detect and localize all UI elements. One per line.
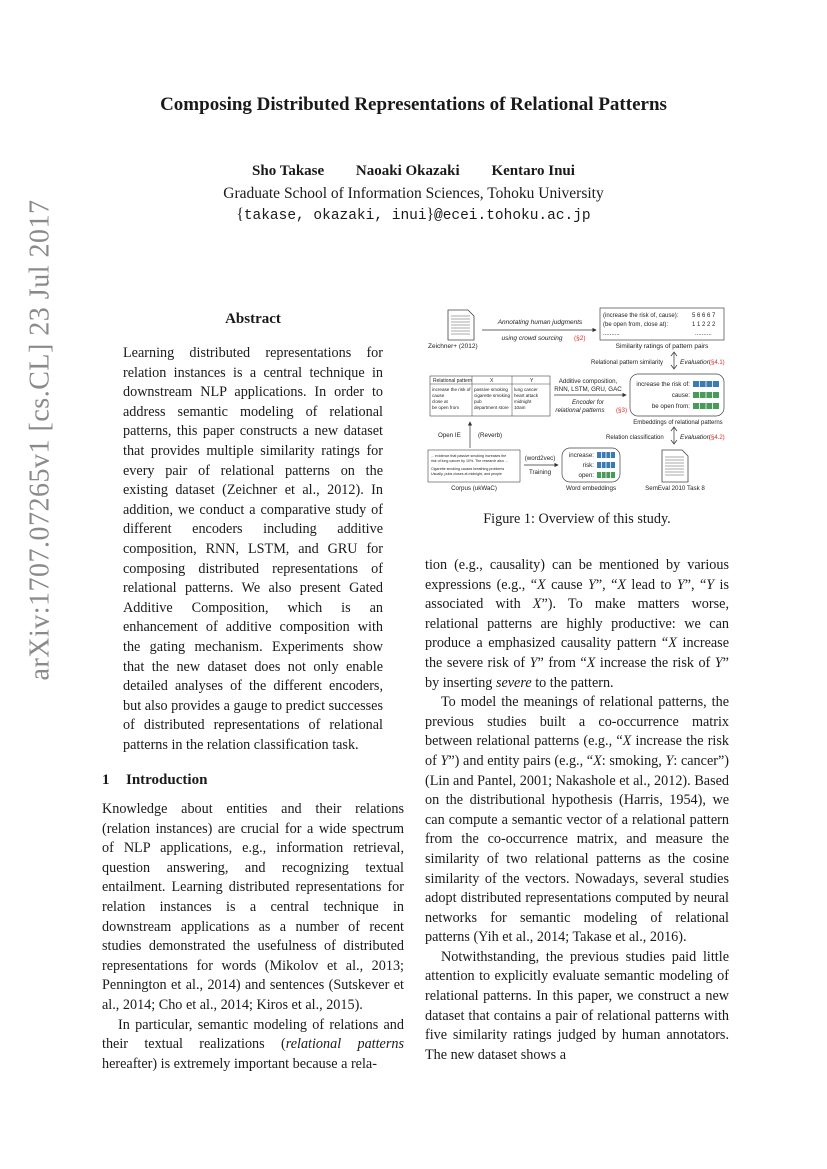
- annotate-label: Annotating human judgments: [497, 319, 583, 326]
- section-title: Introduction: [126, 772, 208, 788]
- affiliation: Graduate School of Information Sciences, Tohoku University: [223, 185, 604, 202]
- svg-text:midnight: midnight: [514, 399, 532, 404]
- training-label: Training: [528, 469, 552, 476]
- encoder-label: relational patterns: [555, 407, 605, 414]
- rating-pair: (increase the risk of, cause):: [603, 313, 679, 319]
- open-ie-label: Open IE: [438, 432, 461, 439]
- intro-paragraph: In particular, semantic modeling of relations and their textual realizations (relational patterns hereafter) is extremely important because a rela-: [102, 1016, 404, 1072]
- svg-text:cause: cause: [432, 393, 445, 398]
- paper-title: Composing Distributed Representations of Relational Patterns: [160, 94, 667, 115]
- embeddings-caption: Embeddings of relational patterns: [633, 420, 723, 426]
- svg-text:department store: department store: [474, 405, 509, 410]
- body-paragraph: tion (e.g., causality) can be mentioned by various expressions (e.g., “X cause Y”, “X lead to Y”, “Y is associated with X”). To make matters worse, relational patterns are highly productive: we can produce a emphasized causality pattern “X increase the severe risk of Y” from “X increase the risk of Y” by inserting severe to the pattern.: [425, 557, 729, 691]
- intro-left-column: [102, 800, 404, 1074]
- semeval-label: SemEval 2010 Task 8: [645, 485, 705, 492]
- rating-values: 5 6 6 6 7: [692, 313, 716, 319]
- section-ref: (§4.1): [709, 360, 725, 366]
- svg-text:Cigarette smoking causes breat: Cigarette smoking causes breathing problems: [431, 467, 505, 471]
- word2vec-label: (word2vec): [524, 455, 556, 462]
- svg-text:Y: Y: [530, 378, 534, 384]
- author-name: Sho Takase: [252, 163, 325, 179]
- email-close-brace: }: [426, 206, 434, 223]
- body-paragraph: Notwithstanding, the previous studies paid little attention to explicitly evaluate semantic modeling of relational patterns. In this paper, we construct a new dataset that contains a pair of relational patterns with five similarity ratings judged by human annotators. The new dataset shows a: [425, 948, 729, 1063]
- section-ref: (§3): [616, 407, 628, 414]
- encoder-label: Encoder for: [572, 399, 604, 406]
- svg-text:passive smoking: passive smoking: [474, 387, 508, 392]
- arxiv-identifier: arXiv:1707.07265v1 [cs.CL] 23 Jul 2017: [24, 199, 55, 681]
- document-icon: [448, 310, 474, 340]
- section-ref: (§4.2): [709, 435, 725, 441]
- abstract-heading: Abstract: [225, 311, 281, 327]
- corpus-caption: Corpus (ukWaC): [451, 485, 497, 492]
- classification-label: Relation classification: [606, 435, 664, 441]
- svg-text:be open from: be open from: [432, 405, 460, 410]
- arxiv-sidebar-stamp: [10, 200, 70, 680]
- zeichner-label: Zeichner+ (2012): [428, 343, 478, 350]
- email-names: takase, okazaki, inui: [243, 208, 427, 224]
- svg-text:10am: 10am: [514, 405, 526, 410]
- figure-overview: [420, 302, 732, 498]
- svg-text:risk of lung cancer by 10%. Th: risk of lung cancer by 10%. The research also ...: [431, 459, 508, 463]
- encoder-list: RNN, LSTM, GRU, GAC: [554, 386, 622, 393]
- svg-text:X: X: [490, 378, 494, 384]
- svg-text:... evidence that passive smok: ... evidence that passive smoking increases the: [431, 454, 507, 458]
- svg-text:cause:: cause:: [671, 392, 690, 399]
- author-list: [100, 163, 727, 180]
- vector-cells: [693, 381, 719, 409]
- word-embeddings-caption: Word embeddings: [565, 485, 617, 492]
- document-icon: [662, 450, 688, 482]
- author-name: Kentaro Inui: [491, 163, 575, 179]
- svg-text:heart attack: heart attack: [514, 393, 539, 398]
- svg-text:lung cancer: lung cancer: [514, 387, 538, 392]
- svg-text:be open from:: be open from:: [651, 403, 690, 410]
- svg-text:Evaluation: Evaluation: [680, 434, 711, 441]
- abstract-text: Learning distributed representations for relation instances is a central technique in downstream NLP applications. In order to address semantic modeling of relational patterns, this paper constructs a new dataset that provides multiple similarity ratings for every pair of relational patterns on the existing dataset (Zeichner et al., 2012). In addition, we conduct a comparative study of different encoders including additive composition, RNN, LSTM, and GRU for composing distributed representations of relational patterns. We also present Gated Additive Composition, which is an enhancement of additive composition with the gating mechanism. Experiments show that the new dataset does not only enable detailed analyses of the different encoders, but also provides a gauge to predict successes of distributed representations of relational patterns in the relation classification task.: [123, 345, 383, 753]
- svg-text:open:: open:: [578, 472, 594, 479]
- ratings-caption: Similarity ratings of pattern pairs: [615, 343, 709, 350]
- vector-cells: [597, 452, 615, 478]
- encoder-list: Additive composition,: [558, 378, 618, 385]
- svg-text:risk:: risk:: [582, 462, 594, 469]
- svg-text:increase:: increase:: [568, 452, 594, 459]
- reverb-label: (Reverb): [478, 432, 503, 439]
- section-number: 1: [102, 772, 110, 788]
- rating-values: 1 1 2 2 2: [692, 322, 716, 328]
- rating-ellipsis: ..........: [603, 331, 620, 337]
- svg-text:Relational pattern: Relational pattern: [433, 378, 473, 384]
- email-domain: @ecei.tohoku.ac.jp: [434, 208, 591, 224]
- overview-diagram: [420, 302, 732, 498]
- svg-text:increase the risk of: increase the risk of: [432, 387, 471, 392]
- similarity-label: Relational pattern similarity: [591, 360, 664, 366]
- svg-text:Usually, pubs closes at midnig: Usually, pubs closes at midnight, and people: [431, 472, 502, 476]
- svg-text:close at: close at: [432, 399, 448, 404]
- annotate-label: using crowd sourcing: [501, 335, 563, 342]
- svg-text:increase the risk of:: increase the risk of:: [636, 381, 690, 388]
- evaluation-label: Evaluation: [680, 359, 711, 366]
- email-line: [100, 206, 727, 224]
- body-paragraph: To model the meanings of relational patterns, the previous studies built a co-occurrence matrix between relational patterns (e.g., “X increase the risk of Y”) and entity pairs (e.g., “X: smoking, Y: cancer”) (Lin and Pantel, 2001; Nakashole et al., 2012). Based on the distributional hypothesis (Harris, 1954), we can compute a semantic vector of a relational pattern from the co-occurrence matrix, and measure the similarity of two relational patterns as the cosine similarity of the vectors. Nowadays, several studies adopt distributed representations computed by neural networks for semantic modeling of relational patterns (Yih et al., 2014; Takase et al., 2016).: [425, 694, 729, 946]
- pattern-table: [430, 376, 550, 416]
- right-column-body: [425, 556, 729, 1065]
- email-open-brace: {: [236, 206, 244, 223]
- figure-caption: Figure 1: Overview of this study.: [483, 511, 671, 527]
- section-heading: [102, 772, 207, 789]
- author-name: Naoaki Okazaki: [355, 163, 460, 179]
- section-ref: (§2): [574, 335, 586, 342]
- rating-ellipsis: ..........: [695, 331, 712, 337]
- svg-text:cigarette smoking: cigarette smoking: [474, 393, 511, 398]
- svg-text:pub: pub: [474, 399, 482, 404]
- rating-pair: (be open from, close at):: [603, 322, 669, 328]
- intro-paragraph: Knowledge about entities and their relations (relation instances) are crucial for a wide spectrum of NLP applications, e.g., information retrieval, question answering, and recognizing textual entailment. Learning distributed representations for relation instances is a central technique in downstream applications as a number of recent studies demonstrated the usefulness of distributed representations for words (Mikolov et al., 2013; Pennington et al., 2014) and sentences (Sutskever et al., 2014; Cho et al., 2014; Kiros et al., 2015).: [102, 801, 404, 1013]
